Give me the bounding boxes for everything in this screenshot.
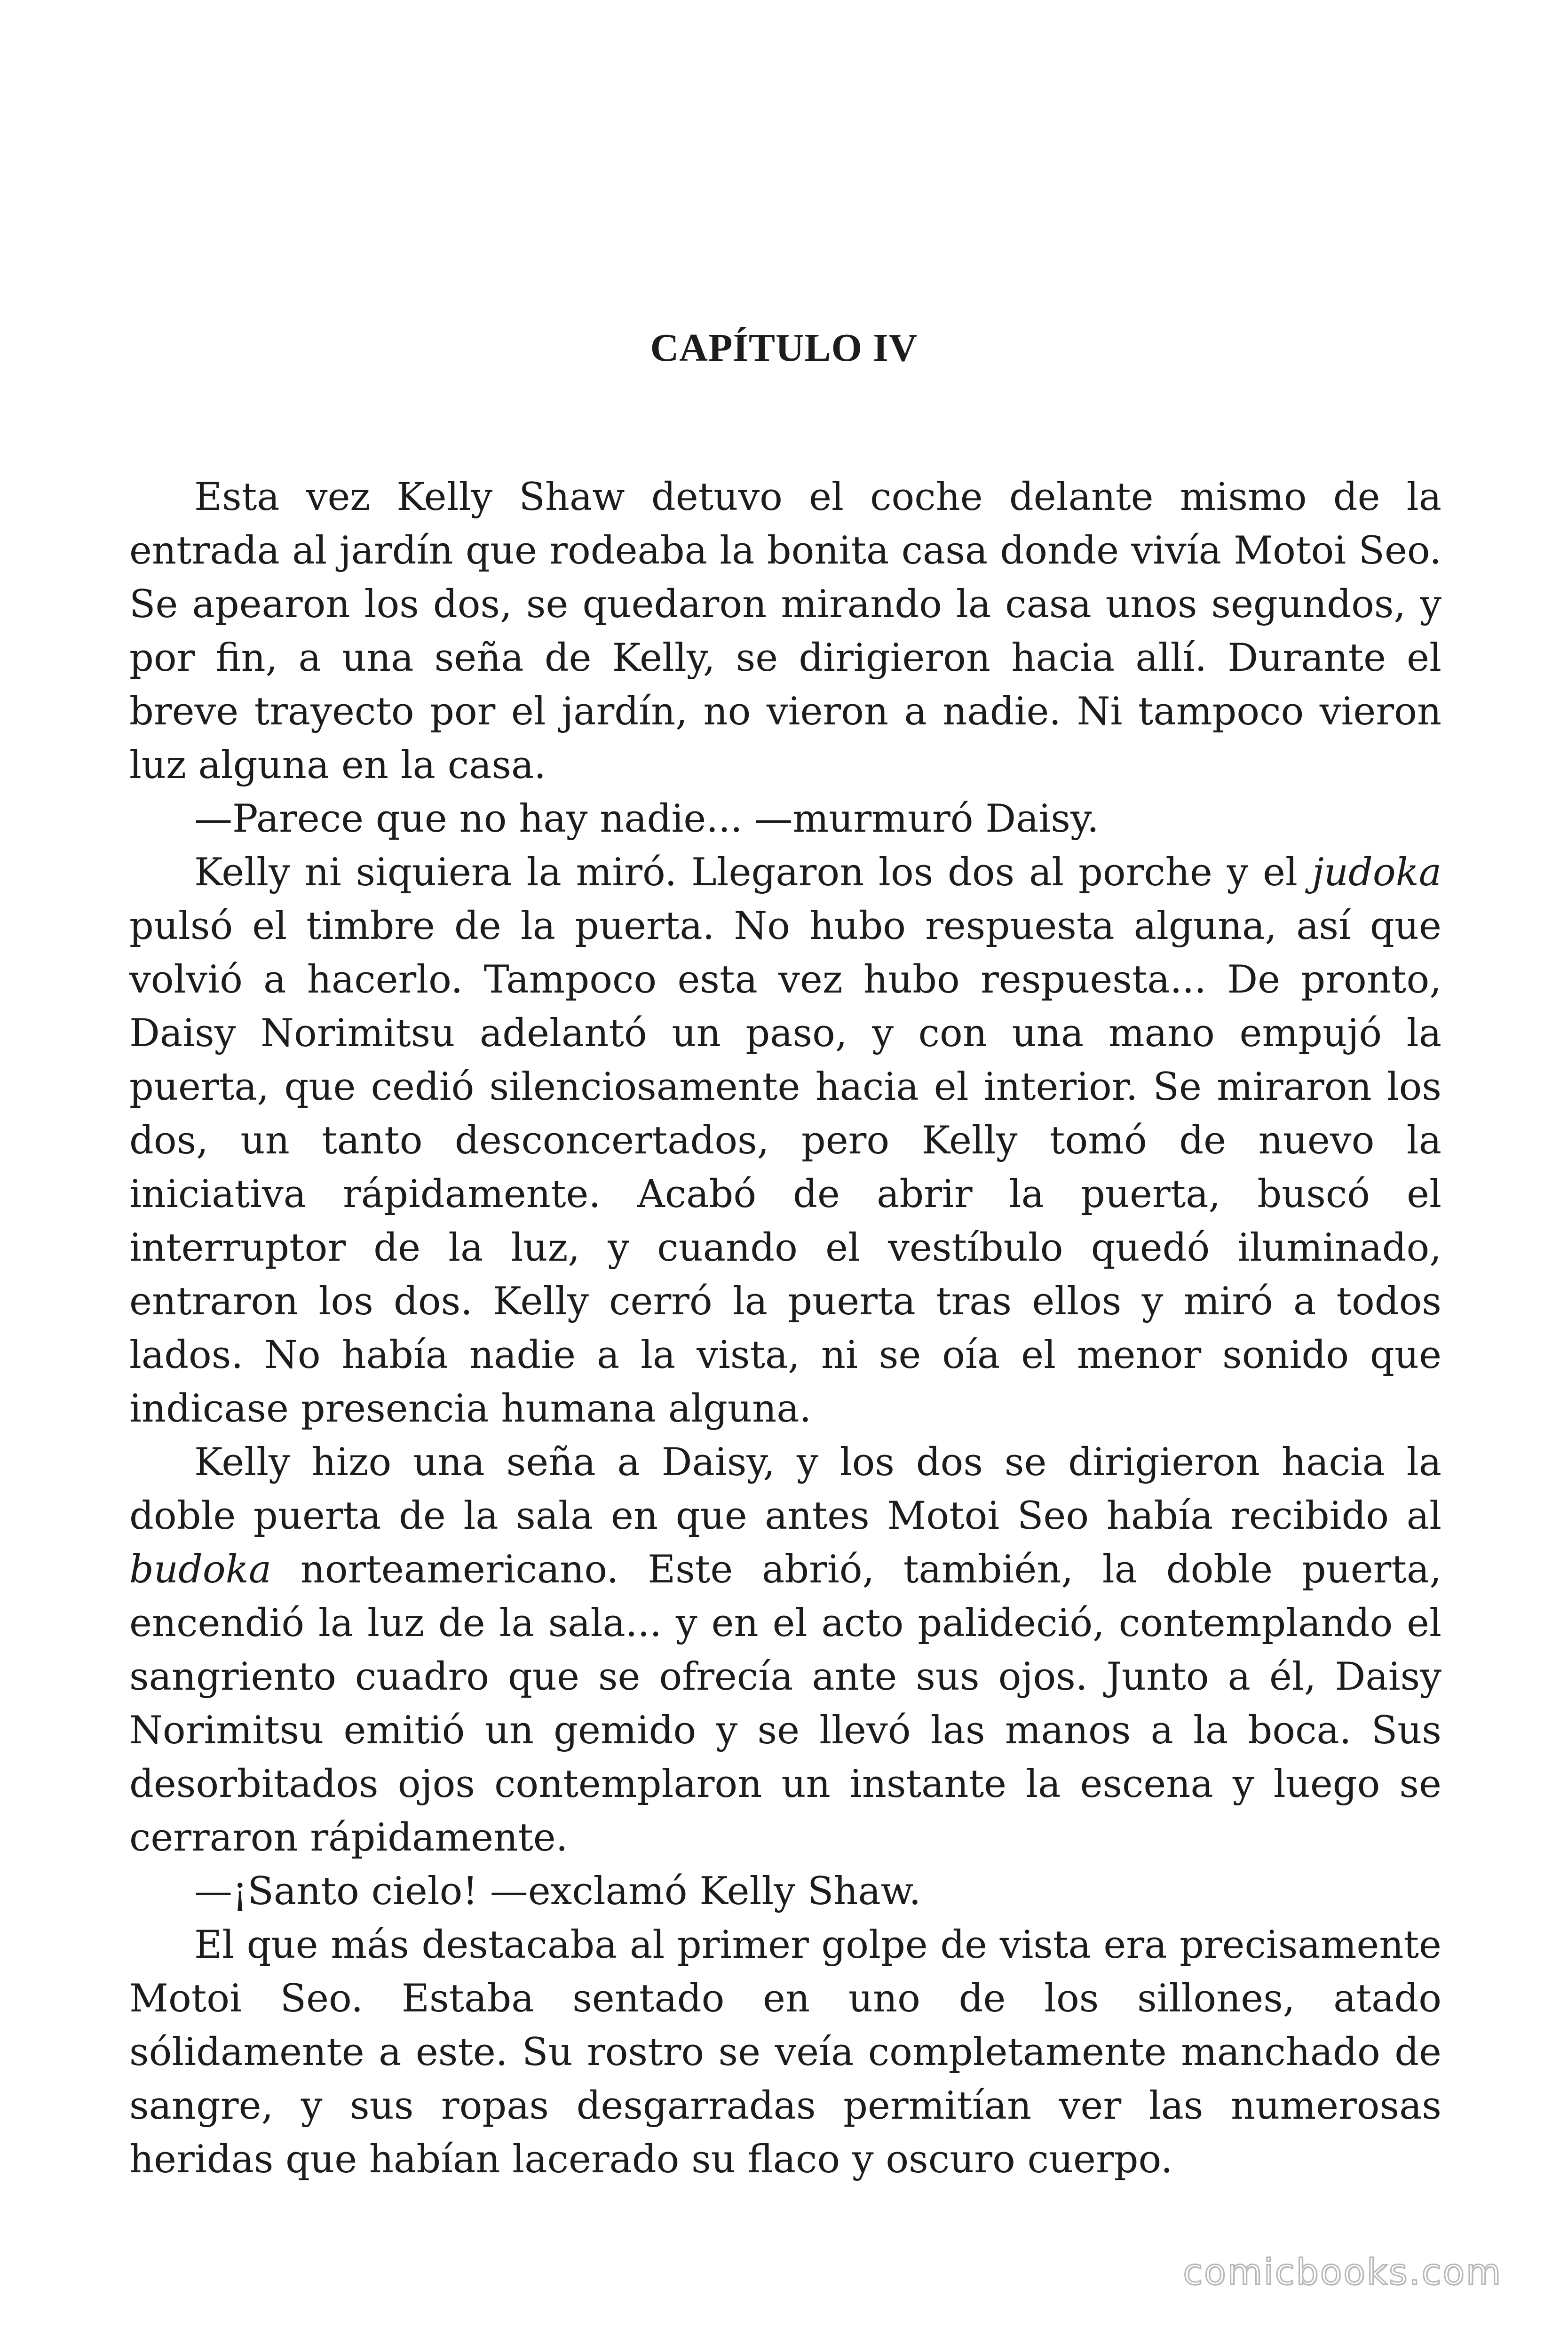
paragraph-text: norteamericano. Este abrió, también, la doble puerta, encendió la luz de la sala... y en el acto palideció, contemplando el sangriento cuadro que se ofrecía ante sus ojos. Junto a él, Daisy Norimitsu emitió un gemido y se llevó las manos a la boca. Sus desorbitados ojos contemplaron un instante la escena y luego se cerraron rápidamente. bbox=[129, 1548, 1441, 1860]
paragraph-text: Kelly hizo una seña a Daisy, y los dos se dirigieron hacia la doble puerta de la sala en que antes Motoi Seo había recibido al bbox=[129, 1440, 1441, 1538]
paragraph-2-dialogue bbox=[129, 792, 1441, 846]
paragraph-3 bbox=[129, 846, 1441, 1436]
chapter-title: CAPÍTULO IV bbox=[650, 326, 918, 370]
chapter-body bbox=[129, 470, 1441, 2186]
italic-term-budoka: budoka bbox=[129, 1548, 272, 1592]
site-watermark: comicbooks.com bbox=[1183, 2251, 1502, 2293]
italic-term-judoka: judoka bbox=[1312, 850, 1441, 895]
paragraph-text: Kelly ni siquiera la miró. Llegaron los dos al porche y el bbox=[194, 850, 1312, 895]
paragraph-6 bbox=[129, 1918, 1441, 2186]
paragraph-4 bbox=[129, 1436, 1441, 1865]
paragraph-text: —Parece que no hay nadie... —murmuró Daisy. bbox=[194, 797, 1099, 841]
paragraph-1 bbox=[129, 470, 1441, 792]
paragraph-text: pulsó el timbre de la puerta. No hubo respuesta alguna, así que volvió a hacerlo. Tampoco esta vez hubo respuesta... De pronto, Daisy Norimitsu adelantó un paso, y con una mano empujó la puerta, que cedió silenciosamente hacia el interior. Se miraron los dos, un tanto desconcertados, pero Kelly tomó de nuevo la iniciativa rápidamente. Acabó de abrir la puerta, buscó el interruptor de la luz, y cuando el vestíbulo quedó iluminado, entraron los dos. Kelly cerró la puerta tras ellos y miró a todos lados. No había nadie a la vista, ni se oía el menor sonido que indicase presencia humana alguna. bbox=[129, 904, 1441, 1431]
paragraph-text: El que más destacaba al primer golpe de vista era precisamente Motoi Seo. Estaba sentado en uno de los sillones, atado sólidamente a este. Su rostro se veía completamente manchado de sangre, y sus ropas desgarradas permitían ver las numerosas heridas que habían lacerado su flaco y oscuro cuerpo. bbox=[129, 1923, 1441, 2182]
paragraph-text: —¡Santo cielo! —exclamó Kelly Shaw. bbox=[194, 1869, 921, 1914]
paragraph-text: Esta vez Kelly Shaw detuvo el coche delante mismo de la entrada al jardín que rodeaba la bonita casa donde vivía Motoi Seo. Se apearon los dos, se quedaron mirando la casa unos segundos, y por fin, a una seña de Kelly, se dirigieron hacia allí. Durante el breve trayecto por el jardín, no vieron a nadie. Ni tampoco vieron luz alguna en la casa. bbox=[129, 475, 1441, 787]
paragraph-5-dialogue bbox=[129, 1865, 1441, 1918]
